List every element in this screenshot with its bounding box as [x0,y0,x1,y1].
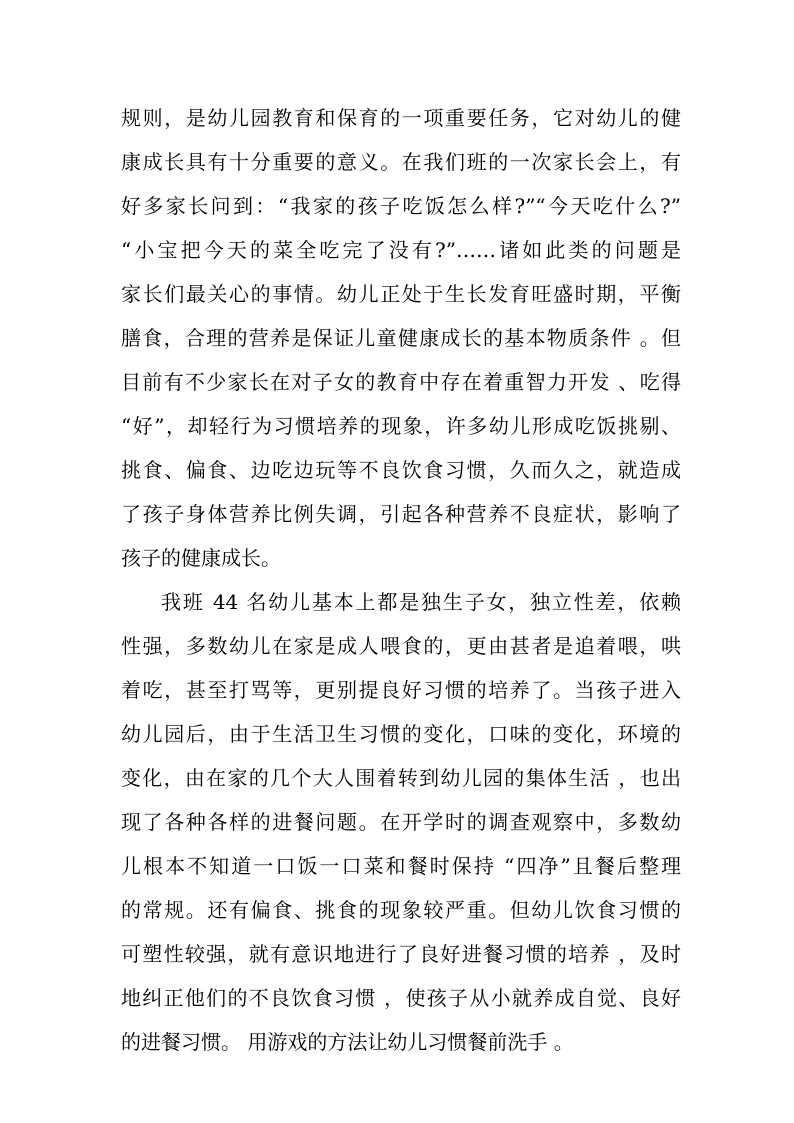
text-line: 幼儿园后，由于生活卫生习惯的变化，口味的变化，环境的 [121,722,681,746]
text-line: “小宝把今天的菜全吃完了没有?”……诸如此类的问题是 [121,238,681,262]
text-line: 了孩子身体营养比例失调，引起各种营养不良症状，影响了 [121,502,681,526]
text-line: 目前有不少家长在对子女的教育中存在着重智力开发 、吃得 [121,370,681,394]
text-line: 儿根本不知道一口饭一口菜和餐时保持 “四净”且餐后整理 [121,854,681,878]
text-line: 可塑性较强，就有意识地进行了良好进餐习惯的培养 ，及时 [121,942,681,966]
text-line: “好”，却轻行为习惯培养的现象，许多幼儿形成吃饭挑剔、 [121,414,681,438]
text-line: 现了各种各样的进餐问题。在开学时的调查观察中，多数幼 [121,810,681,834]
text-line: 康成长具有十分重要的意义。在我们班的一次家长会上，有 [121,150,681,174]
text-line: 着吃，甚至打骂等，更别提良好习惯的培养了。当孩子进入 [121,678,681,702]
text-line: 挑食、偏食、边吃边玩等不良饮食习惯，久而久之，就造成 [121,458,681,482]
text-line: 性强，多数幼儿在家是成人喂食的，更由甚者是追着喂，哄 [121,634,681,658]
text-line: 膳食，合理的营养是保证儿童健康成长的基本物质条件 。但 [121,326,681,350]
paragraph-start-line: 我班 44 名幼儿基本上都是独生子女，独立性差，依赖 [161,590,681,614]
text-line: 的常规。还有偏食、挑食的现象较严重。但幼儿饮食习惯的 [121,898,681,922]
text-line: 变化，由在家的几个大人围着转到幼儿园的集体生活 ，也出 [121,766,681,790]
paragraph-end-line: 的进餐习惯。 用游戏的方法让幼儿习惯餐前洗手 。 [121,1030,574,1054]
text-line: 规则，是幼儿园教育和保育的一项重要任务，它对幼儿的健 [121,106,681,130]
paragraph-end-line: 孩子的健康成长。 [121,546,281,570]
text-line: 家长们最关心的事情。幼儿正处于生长发育旺盛时期，平衡 [121,282,681,306]
body-text [121,96,681,1064]
text-line: 好多家长问到：“我家的孩子吃饭怎么样?”“今天吃什么?” [121,194,681,218]
text-line: 地纠正他们的不良饮食习惯 ，使孩子从小就养成自觉、良好 [121,986,681,1010]
